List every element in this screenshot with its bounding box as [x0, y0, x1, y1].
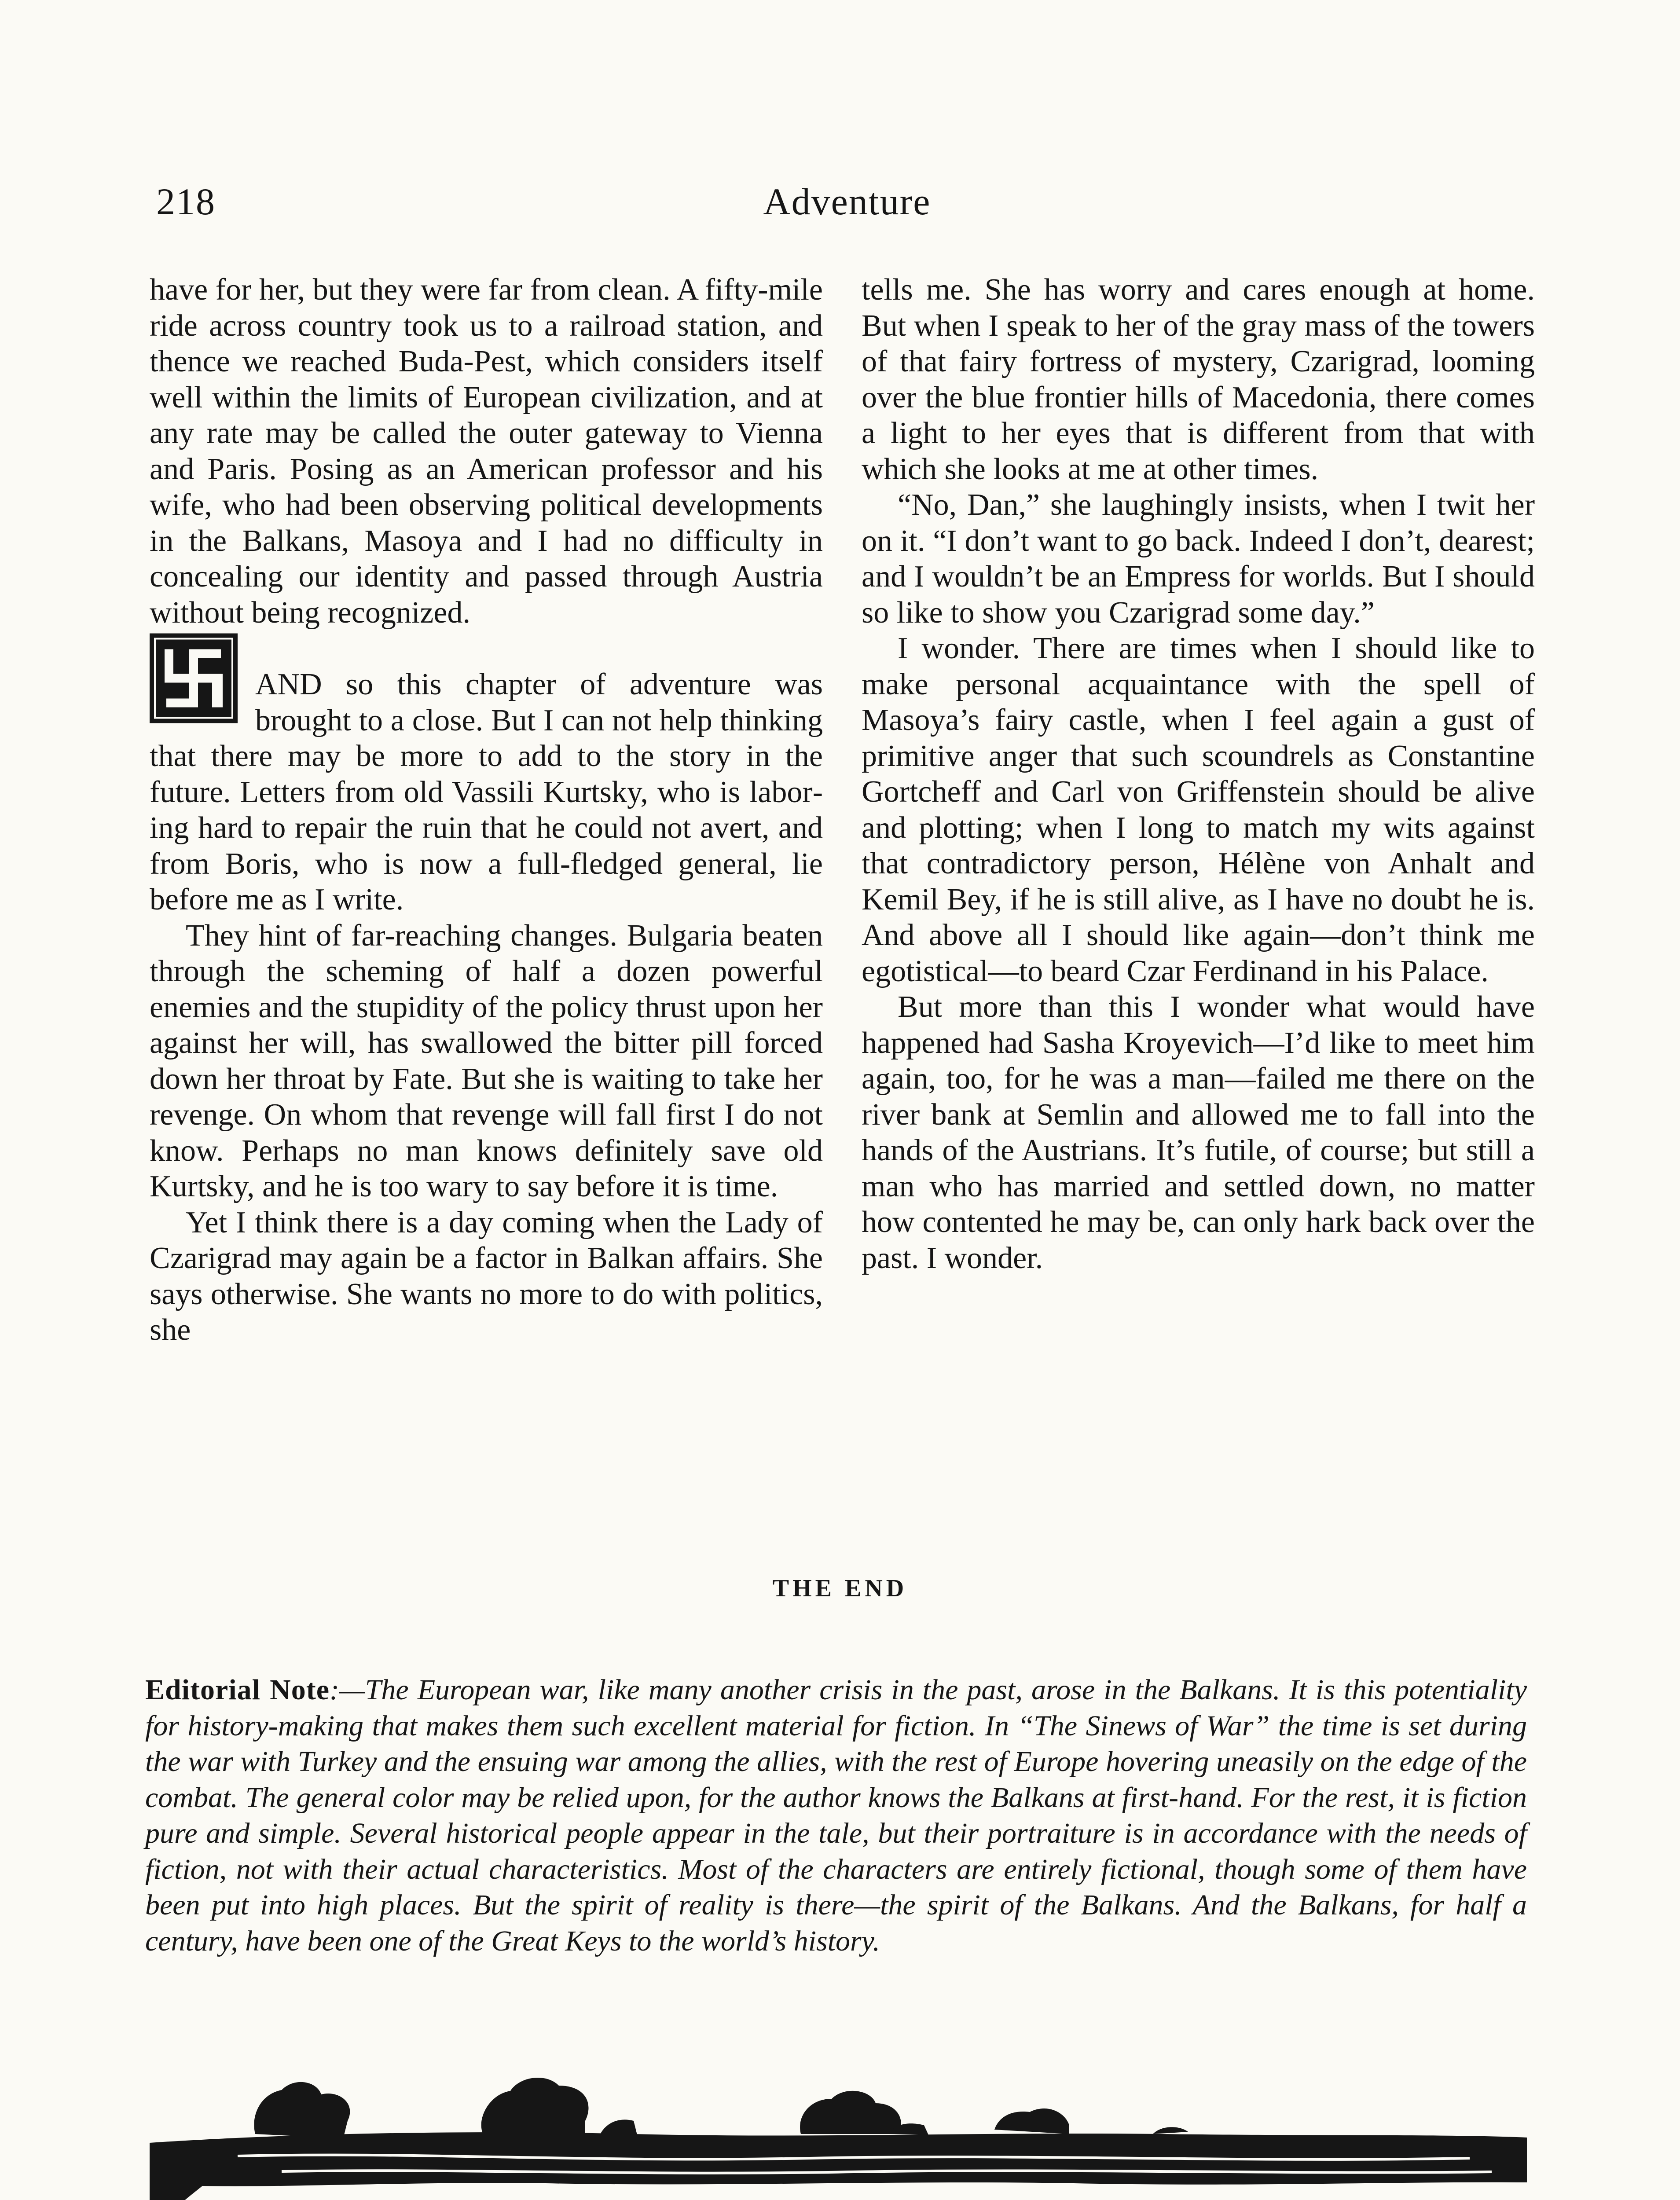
running-title: Adventure	[763, 180, 931, 223]
ornamental-swastika-icon	[150, 633, 238, 723]
right-column	[862, 272, 1535, 1276]
paragraph: They hint of far-reaching changes. Bulgaria beaten through the scheming of half a dozen powerful enemies and the stupidity of the policy thrust upon her against her will, has swallowed the bitter pill forced down her throat by Fate. But she is waiting to take her revenge. On whom that revenge will fall first I do not know. Perhaps no man knows definitely save old Kurtsky, and he is too wary to say before it is time.	[150, 918, 823, 1203]
paragraph: tells me. She has worry and cares enough at home. But when I speak to her of the gray mass of the towers of that fairy fortress of mystery, Czarigrad, looming over the blue frontier hills of Macedonia, there comes a light to her eyes that is different from that with which she looks at me at other times.	[862, 273, 1535, 486]
the-end: THE END	[772, 1575, 908, 1602]
paragraph: “No, Dan,” she laughingly insists, when I twit her on it. “I don’t want to go back. Indeed I don’t, dearest; and I wouldn’t be an Empress for worlds. But I should so like to show you Czarigrad some day.”	[862, 488, 1535, 630]
paragraph: I wonder. There are times when I should like to make personal acquaintance with the spell of Masoya’s fairy castle, when I feel again a gust of primitive anger that such scoundrels as Constantine Gortcheff and Carl von Griffenstein should be alive and plotting; when I long to match my wits against that contradictory person, Hélène von Anhalt and Kemil Bey, if he is still alive, as I have no doubt he is. And above all I should like again—don’t think me egotistical—to beard Czar Ferdinand in his Palace.	[862, 631, 1535, 988]
editorial-label: Editorial Note	[145, 1674, 330, 1706]
page-header	[156, 180, 1538, 237]
paragraph: AND so this chapter of adventure was brought to a close. But I can not help thinking that there may be more to add to the story in the future. Letters from old Vassili Kurtsky, who is laboring hard to repair the ruin that he could not avert, and from Boris, who is now a full-fledged general, lie before me as I write.	[150, 667, 823, 917]
left-column	[150, 272, 823, 1348]
paragraph: Yet I think there is a day coming when the Lady of Czarigrad may again be a factor in Balkan affairs. She says otherwise. She wants no more to do with politics, she	[150, 1205, 823, 1347]
landscape-illustration	[150, 2068, 1527, 2200]
page-number: 218	[156, 180, 216, 223]
editorial-text: :—The European war, like many another crisis in the past, arose in the Balkans. It is this potentiality for history-making that makes them such excellent material for fiction. In “The Sinews of War” the time is set during the war with Turkey and the ensuing war among the allies, with the rest of Europe hovering uneasily on the edge of the combat. The general color may be relied upon, for the author knows the Balkans at first-hand. For the rest, it is fiction pure and simple. Several historical people appear in the tale, but their portraiture is in accordance with the needs of fiction, not with their actual characteristics. Most of the characters are entirely fictional, though some of them have been put into high places. But the spirit of reality is there—the spirit of the Balkans. And the Balkans, for half a century, have been one of the Great Keys to the world’s history.	[145, 1674, 1527, 1957]
editorial-note	[145, 1672, 1527, 1959]
paragraph: But more than this I wonder what would have happened had Sasha Kroyevich—I’d like to meet him again, too, for he was a man—failed me there on the river bank at Semlin and allowed me to fall into the hands of the Austrians. It’s futile, of course; but still a man who has married and settled down, no matter how contented he may be, can only hark back over the past. I wonder.	[862, 990, 1535, 1275]
paragraph: have for her, but they were far from clean. A fifty-mile ride across country took us to a railroad station, and thence we reached Buda-Pest, which considers itself well within the limits of European civilization, and at any rate may be called the outer gateway to Vienna and Paris. Posing as an American professor and his wife, who had been observing political developments in the Balkans, Masoya and I had no difficulty in concealing our identity and passed through Austria without being recognized.	[150, 273, 823, 630]
